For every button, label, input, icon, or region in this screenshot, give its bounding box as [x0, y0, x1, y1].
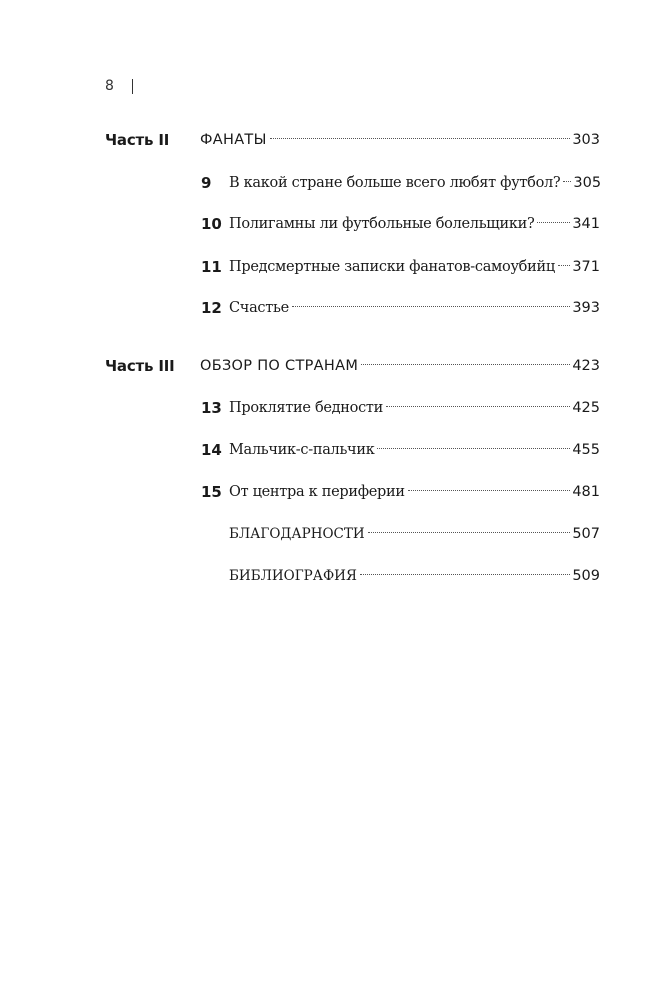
- part-label: Часть III: [105, 357, 175, 375]
- back-matter-title: БЛАГОДАРНОСТИ: [229, 526, 365, 542]
- chapter-title: Мальчик-с-пальчик: [229, 442, 375, 458]
- page-ref: 341: [572, 216, 600, 232]
- page-ref: 303: [572, 132, 600, 148]
- chapter-title: В какой стране больше всего любят футбол?: [229, 175, 561, 191]
- page-ref: 507: [572, 526, 600, 542]
- chapter-number: 12: [201, 299, 222, 317]
- page-ref: 371: [572, 259, 600, 275]
- part-title: ОБЗОР ПО СТРАНАМ: [200, 358, 359, 374]
- toc-entry-bibliography[interactable]: [229, 564, 600, 588]
- page-ref: 481: [572, 484, 600, 500]
- dot-leader: [270, 138, 571, 139]
- back-matter-title: БИБЛИОГРАФИЯ: [229, 568, 357, 584]
- toc-entry-chapter[interactable]: [229, 212, 600, 236]
- toc-entry-part[interactable]: [200, 128, 600, 152]
- page-ref: 393: [572, 300, 600, 316]
- dot-leader: [386, 406, 570, 407]
- dot-leader: [408, 490, 571, 491]
- folio-divider: [132, 79, 133, 94]
- toc-entry-acknowledgements[interactable]: [229, 522, 600, 546]
- dot-leader: [361, 364, 570, 365]
- page-ref: 455: [572, 442, 600, 458]
- page-number: [105, 76, 133, 96]
- page-ref: 423: [572, 358, 600, 374]
- toc-entry-chapter[interactable]: [229, 438, 600, 462]
- dot-leader: [563, 181, 571, 182]
- page-ref: 305: [573, 175, 602, 191]
- chapter-title: Предсмертные записки фанатов-самоубийц: [229, 259, 555, 275]
- part-title: ФАНАТЫ: [200, 132, 267, 148]
- chapter-number: 13: [201, 399, 222, 417]
- dot-leader: [368, 532, 571, 533]
- chapter-title: Полигамны ли футбольные болельщики?: [229, 216, 535, 232]
- toc-entry-chapter[interactable]: [229, 255, 600, 279]
- chapter-number: 15: [201, 483, 222, 501]
- chapter-title: Счастье: [229, 300, 289, 316]
- chapter-number: 11: [201, 258, 222, 276]
- dot-leader: [377, 448, 570, 449]
- dot-leader: [360, 574, 570, 575]
- toc-entry-chapter[interactable]: [229, 480, 600, 504]
- chapter-number: 10: [201, 215, 222, 233]
- toc-entry-chapter[interactable]: [229, 171, 600, 195]
- chapter-number: 9: [201, 174, 212, 192]
- part-label: Часть II: [105, 131, 170, 149]
- toc-entry-part[interactable]: [200, 354, 600, 378]
- dot-leader: [292, 306, 570, 307]
- chapter-title: От центра к периферии: [229, 484, 405, 500]
- toc-entry-chapter[interactable]: [229, 296, 600, 320]
- page-ref: 509: [572, 568, 600, 584]
- chapter-title: Проклятие бедности: [229, 400, 383, 416]
- dot-leader: [537, 222, 570, 223]
- page-number-text: 8: [105, 78, 114, 94]
- toc-entry-chapter[interactable]: [229, 396, 600, 420]
- dot-leader: [558, 265, 570, 266]
- chapter-number: 14: [201, 441, 222, 459]
- page-ref: 425: [572, 400, 600, 416]
